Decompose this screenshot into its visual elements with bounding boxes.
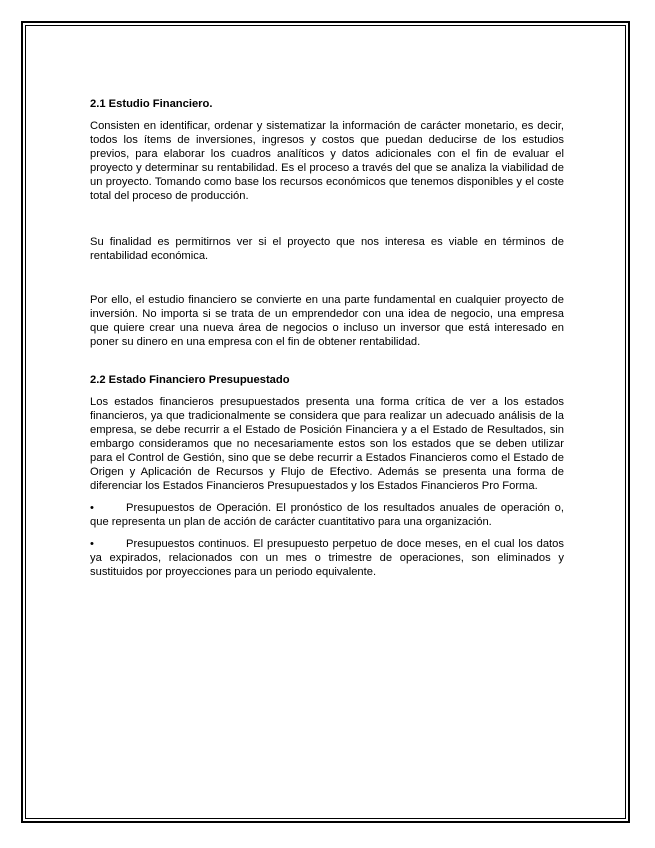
spacer [90,203,564,235]
bullet-icon: • [90,502,94,514]
bullet-item [90,537,564,579]
bullet-icon: • [90,538,94,550]
document-body [90,97,564,579]
bullet-text-operacion: Presupuestos de Operación. El pronóstico de los resultados anuales de operación o, que representa un plan de acción de carácter cuantitativo para una organización. [90,502,564,528]
section-heading-estado-presupuestado: 2.2 Estado Financiero Presupuestado [90,374,290,386]
paragraph-estado-presupuestado: Los estados financieros presupuestados presenta una forma crítica de ver a los estados financieros, ya que tradicionalmente se considera que para realizar un adecuado análisis de la empresa, se debe recurrir a el Estado de Posición Financiera y a el Estado de Resultados, sin embargo consideramos que no necesariamente estos son los estados que se deben utilizar para el Control de Gestión, sino que se debe recurrir a Estados Financieros como el Estado de Origen y Aplicación de Recursos y Flujo de Efectivo. Además se presenta una forma de diferenciar los Estados Financieros Presupuestados y los Estados Financieros Pro Forma. [90,396,564,492]
bullet-text-continuos: Presupuestos continuos. El presupuesto perpetuo de doce meses, en el cual los datos ya expirados, relacionados con un mes o trimestre de operaciones, son eliminados y sustituidos por proyecciones para un periodo equivalente. [90,538,564,578]
paragraph-estudio-finalidad: Su finalidad es permitirnos ver si el proyecto que nos interesa es viable en términos de rentabilidad económica. [90,236,564,262]
spacer [90,349,564,373]
bullet-item [90,501,564,529]
spacer [90,263,564,293]
paragraph-estudio-importancia: Por ello, el estudio financiero se convierte en una parte fundamental en cualquier proyecto de inversión. No importa si se trata de un emprendedor con una idea de negocio, una empresa que quiere crear una nueva área de negocios o incluso un inversor que está interesado en poner su dinero en una empresa con el fin de obtener rentabilidad. [90,294,564,348]
section-heading-estudio-financiero: 2.1 Estudio Financiero. [90,98,213,110]
paragraph-estudio-definition: Consisten en identificar, ordenar y sistematizar la información de carácter monetario, es decir, todos los ítems de inversiones, ingresos y costos que puedan deducirse de los estudios previos, para elaborar los cuadros analíticos y datos adicionales con el fin de evaluar el proyecto y determinar su rentabilidad. Es el proceso a través del que se analiza la viabilidad de un proyecto. Tomando como base los recursos económicos que tenemos disponibles y el coste total del proceso de producción. [90,120,564,202]
